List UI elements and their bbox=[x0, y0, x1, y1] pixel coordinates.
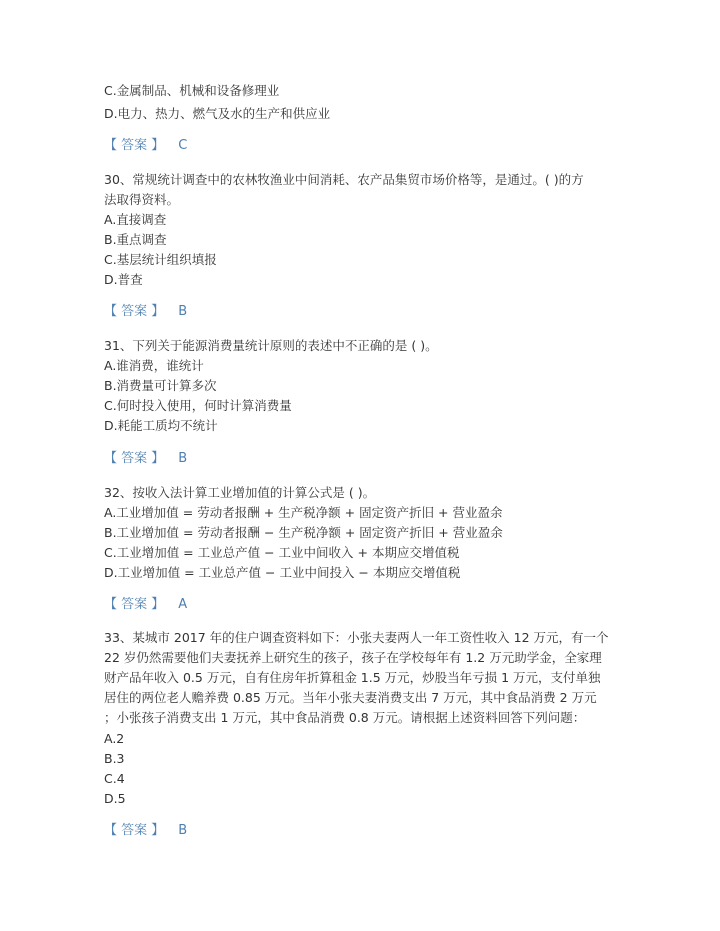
answer-value: A bbox=[178, 597, 188, 612]
q31-option-d: D.耗能工质均不统计 bbox=[104, 418, 218, 433]
q33-option-d: D.5 bbox=[104, 791, 126, 806]
q33-stem-line-1: 33、某城市 2017 年的住户调查资料如下：小张夫妻两人一年工资性收入 12 万元，有一个 bbox=[104, 630, 609, 645]
answer-value: B bbox=[178, 823, 188, 838]
q32-option-c: C.工业增加值 = 工业总产值 − 工业中间收入 + 本期应交增值税 bbox=[104, 545, 460, 560]
answer-label: 【 答案 】 bbox=[104, 597, 165, 612]
q33-stem-line-5: ；小张孩子消费支出 1 万元，其中食品消费 0.8 万元。请根据上述资料回答下列问题： bbox=[104, 710, 586, 725]
q30-option-d: D.普查 bbox=[104, 272, 143, 287]
answer-label: 【 答案 】 bbox=[104, 451, 165, 466]
q29-option-d: D.电力、热力、燃气及水的生产和供应业 bbox=[104, 106, 331, 121]
q31-stem: 31、下列关于能源消费量统计原则的表述中不正确的是 ( )。 bbox=[104, 338, 438, 353]
q30-option-a: A.直接调查 bbox=[104, 212, 167, 227]
answer-label: 【 答案 】 bbox=[104, 304, 165, 319]
q32-stem: 32、按收入法计算工业增加值的计算公式是 ( )。 bbox=[104, 485, 376, 500]
q33-answer bbox=[104, 821, 187, 841]
q33-stem-line-4: 居住的两位老人赡养费 0.85 万元。当年小张夫妻消费支出 7 万元，其中食品消费 2 万元 bbox=[104, 690, 597, 705]
q33-stem-line-3: 财产品年收入 0.5 万元，自有住房年折算租金 1.5 万元，炒股当年亏损 1 万元，支付单独 bbox=[104, 670, 601, 685]
q30-stem-line-1: 30、常规统计调查中的农林牧渔业中间消耗、农产品集贸市场价格等，是通过。( )的方 bbox=[104, 172, 584, 187]
q33-option-b: B.3 bbox=[104, 751, 125, 766]
q32-answer bbox=[104, 595, 187, 615]
q31-option-c: C.何时投入使用，何时计算消费量 bbox=[104, 398, 292, 413]
q30-option-c: C.基层统计组织填报 bbox=[104, 252, 217, 267]
q32-option-b: B.工业增加值 = 劳动者报酬 − 生产税净额 + 固定资产折旧 + 营业盈余 bbox=[104, 525, 503, 540]
q29-option-c: C.金属制品、机械和设备修理业 bbox=[104, 83, 280, 98]
q33-option-c: C.4 bbox=[104, 771, 125, 786]
q31-option-a: A.谁消费，谁统计 bbox=[104, 358, 204, 373]
q33-stem-line-2: 22 岁仍然需要他们夫妻抚养上研究生的孩子，孩子在学校每年有 1.2 万元助学金，全家理 bbox=[104, 650, 602, 665]
q29-answer bbox=[104, 136, 187, 156]
answer-label: 【 答案 】 bbox=[104, 138, 165, 153]
q32-option-a: A.工业增加值 = 劳动者报酬 + 生产税净额 + 固定资产折旧 + 营业盈余 bbox=[104, 505, 503, 520]
q30-answer bbox=[104, 302, 187, 322]
answer-value: B bbox=[178, 451, 188, 466]
answer-value: B bbox=[178, 304, 188, 319]
q33-option-a: A.2 bbox=[104, 731, 125, 746]
q30-option-b: B.重点调查 bbox=[104, 232, 167, 247]
q32-option-d: D.工业增加值 = 工业总产值 − 工业中间投入 − 本期应交增值税 bbox=[104, 565, 461, 580]
answer-value: C bbox=[178, 138, 188, 153]
q31-option-b: B.消费量可计算多次 bbox=[104, 378, 217, 393]
q30-stem-line-2: 法取得资料。 bbox=[104, 192, 180, 207]
answer-label: 【 答案 】 bbox=[104, 823, 165, 838]
q31-answer bbox=[104, 449, 187, 469]
